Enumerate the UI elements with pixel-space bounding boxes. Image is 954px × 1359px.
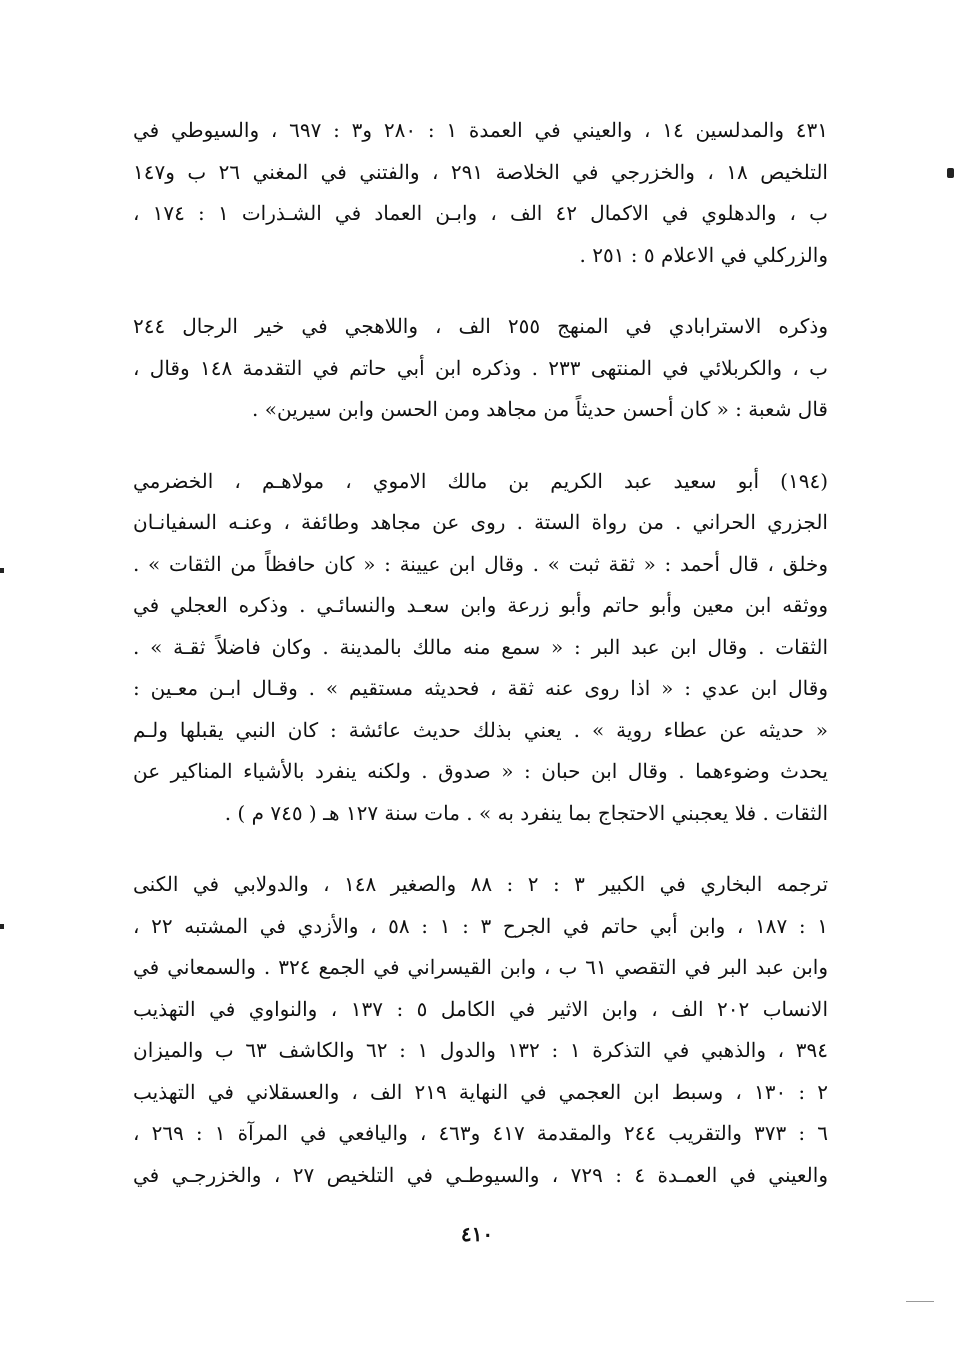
text-line: وخلق ، قال أحمد : « ثقة ثبت » . وقال ابن عيينة : « كان حافظاً من الثقات » . [133,551,828,576]
text-line: وقال ابن عدي : « اذا روى عنه ثقة ، فحديثه مستقيم » . وقـال ابـن معـين : [133,676,828,700]
paragraph-gap [133,834,828,864]
text-line: ٢ : ١٣٠ ، وسبط ابن العجمي في النهاية ٢١٩ الف ، والعسقلاني في التهذيب [133,1079,828,1104]
scan-mark [906,1301,934,1302]
text-line: ب ، والدهلوي في الاكمال ٤٢ الف ، وابـن العماد في الشـذرات ١ : ١٧٤ ، [133,201,828,225]
text-line: « حديثه عن عطاء روية » . يعني بذلك حديث عائشة : كان النبي يقبلها ولـم [133,717,828,742]
paragraph-gap [133,276,828,306]
text-line: والزركلي في الاعلام ٥ : ٢٥١ . [579,242,828,267]
paragraph-2 [133,306,828,431]
paragraph-3-entry-194 [133,461,828,835]
text-line: (١٩٤) أبو سعيد عبد الكريم بن مالك الاموي ، مولاهـم ، الخضرمي [133,468,828,493]
text-line: التلخيص ١٨ ، والخزرجي في الخلاصة ٢٩١ ، والفتني في المغني ٢٦ ب و١٤٧ [133,159,828,184]
text-line: وذكره الاسترابادي في المنهج ٢٥٥ الف ، واللاهجي في خير الرجال ٢٤٤ [133,314,828,338]
text-line: وابن عبد البر في التقصي ٦١ ب ، وابن القيسراني في الجمع ٣٢٤ . والسمعاني في [133,955,828,979]
text-line: ٣٩٤ ، والذهبي في التذكرة ١ : ١٣٢ والدول ١ : ٦٢ والكاشف ٦٣ ب والميزان [133,1038,828,1062]
scan-mark [0,924,4,929]
text-line: ٦ : ٣٧٣ والتقريب ٢٤٤ والمقدمة ٤١٧ و٤٦٣ ، واليافعي في المرآة ١ : ٢٦٩ ، [133,1121,828,1145]
text-line: ووثقه ابن معين وأبو حاتم وأبو زرعة وابن سعـد والنسائـي . وذكره العجلي في [133,593,828,617]
text-line: قال شعبة : « كان أحسن حديثاً من مجاهد ومن الحسن وابن سيرين» . [252,397,828,421]
text-line: والعيني في العمـدة ٤ : ٧٢٩ ، والسيوطـي في التلخيص ٢٧ ، والخزرجـي في [133,1162,828,1187]
text-line: الثقات . فلا يعجبني الاحتجاج بما ينفرد به » . مات سنة ١٢٧ هـ ( ٧٤٥ م ) . [224,800,828,825]
text-line: ترجمه البخاري في الكبير ٣ : ٢ : ٨٨ والصغير ١٤٨ ، والدولابي في الكنى [133,872,828,896]
text-line: ٤٣١ والمدلسين ١٤ ، والعيني في العمدة ١ : ٢٨٠ و٣ : ٦٩٧ ، والسيوطي في [133,118,828,142]
text-line: الجزري الحراني . من رواة الستة . روى عن مجاهد وطائفة ، وعنـه السفيانـان [133,510,828,534]
paragraph-4 [133,864,828,1196]
scan-mark [947,168,954,178]
text-line: الانساب ٢٠٢ الف ، وابن الاثير في الكامل ٥ : ١٣٧ ، والنواوي في التهذيب [133,996,828,1021]
page-number: ٤١٠ [460,1222,494,1246]
text-line: الثقات . وقال ابن عبد البر : « سمع منه مالك بالمدينة . وكان فاضلاً ثقـة » . [133,634,828,659]
text-line: يحدث وضوءهما . وقال ابن حبان : « صدوق . ولكنه ينفرد بالأشياء المناكير عن [133,759,828,783]
text-line: ١ : ١٨٧ ، وابن أبي حاتم في الجرح ٣ : ١ : ٥٨ ، والأزدي في المشتبه ٢٢ ، [133,913,828,938]
paragraph-gap [133,431,828,461]
page-body [133,110,828,1196]
text-line: ب ، والكربلائي في المنتهى ٢٣٣ . وذكره ابن أبي حاتم في التقدمة ١٤٨ وقال ، [133,355,828,380]
paragraph-1 [133,110,828,276]
scan-mark [0,568,4,573]
